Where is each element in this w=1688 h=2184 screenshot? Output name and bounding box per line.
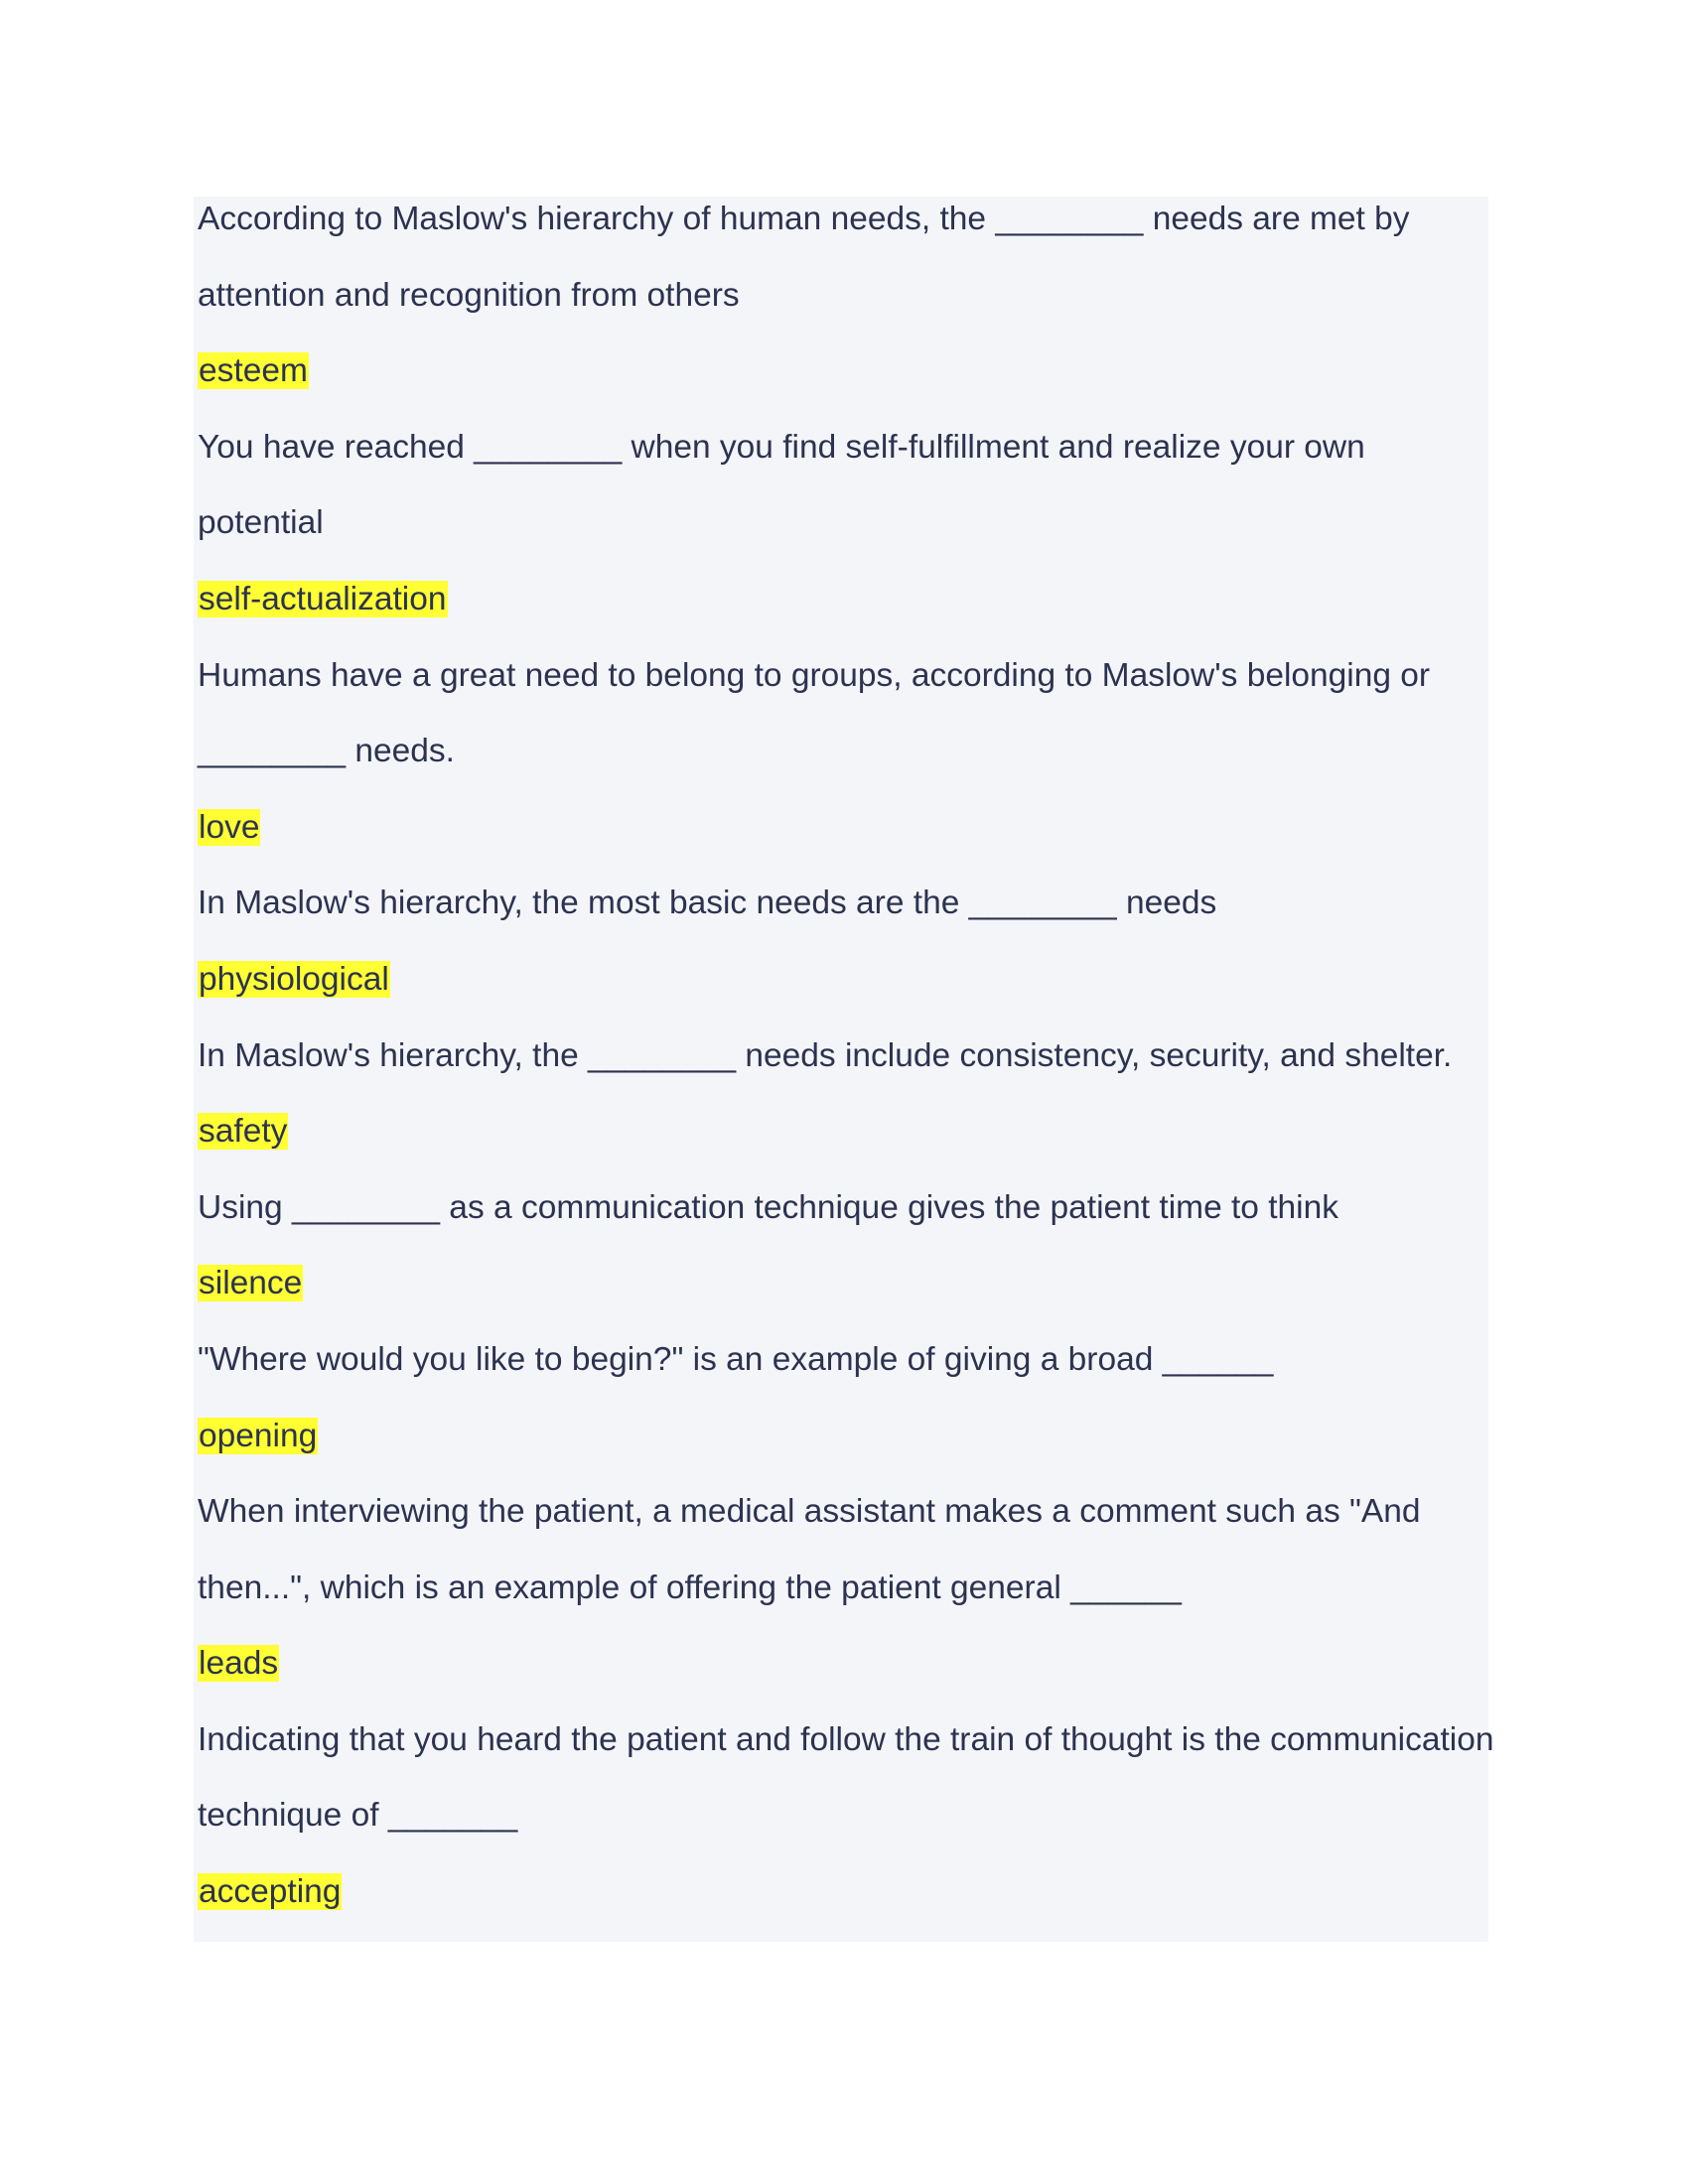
question-line: potential (198, 504, 324, 542)
question-line: In Maslow's hierarchy, the most basic needs are the ________ needs (198, 885, 1217, 922)
answer-highlight: opening (199, 1417, 318, 1454)
question-line: technique of _______ (198, 1797, 518, 1835)
question-line: According to Maslow's hierarchy of human needs, the ________ needs are met by (198, 201, 1410, 237)
question-line: then...", which is an example of offering the patient general ______ (198, 1569, 1182, 1606)
answer-highlight: esteem (199, 352, 308, 390)
answer-line (198, 1407, 1508, 1483)
answer-highlight: accepting (199, 1873, 342, 1911)
answer-line (198, 1102, 1508, 1178)
answer-line (198, 1634, 1508, 1710)
answer-highlight: silence (199, 1265, 303, 1302)
answer-highlight: safety (199, 1113, 288, 1151)
answer-line (198, 950, 1508, 1026)
question-line: attention and recognition from others (198, 276, 740, 314)
answer-highlight: leads (199, 1645, 279, 1683)
answer-line (198, 341, 1508, 418)
answer-highlight: physiological (199, 960, 389, 998)
question-line: Using ________ as a communication technique gives the patient time to think (198, 1188, 1339, 1226)
question-line: Indicating that you heard the patient and follow the train of thought is the communication (198, 1720, 1494, 1758)
question-line: "Where would you like to begin?" is an example of giving a broad ______ (198, 1340, 1274, 1378)
question-line: In Maslow's hierarchy, the ________ needs include consistency, security, and shelter. (198, 1036, 1453, 1074)
answer-highlight: self-actualization (199, 580, 447, 617)
question-line: When interviewing the patient, a medical assistant makes a comment such as "And (198, 1493, 1421, 1531)
answer-line (198, 1862, 1508, 1939)
question-line: ________ needs. (198, 733, 455, 770)
question-line: You have reached ________ when you find self-fulfillment and realize your own (198, 428, 1365, 466)
answer-line (198, 570, 1508, 646)
answer-line (198, 798, 1508, 875)
answer-highlight: love (199, 808, 260, 846)
answer-line (198, 1254, 1508, 1330)
question-line: Humans have a great need to belong to groups, according to Maslow's belonging or (198, 656, 1431, 694)
flashcard-content (198, 190, 1508, 1939)
